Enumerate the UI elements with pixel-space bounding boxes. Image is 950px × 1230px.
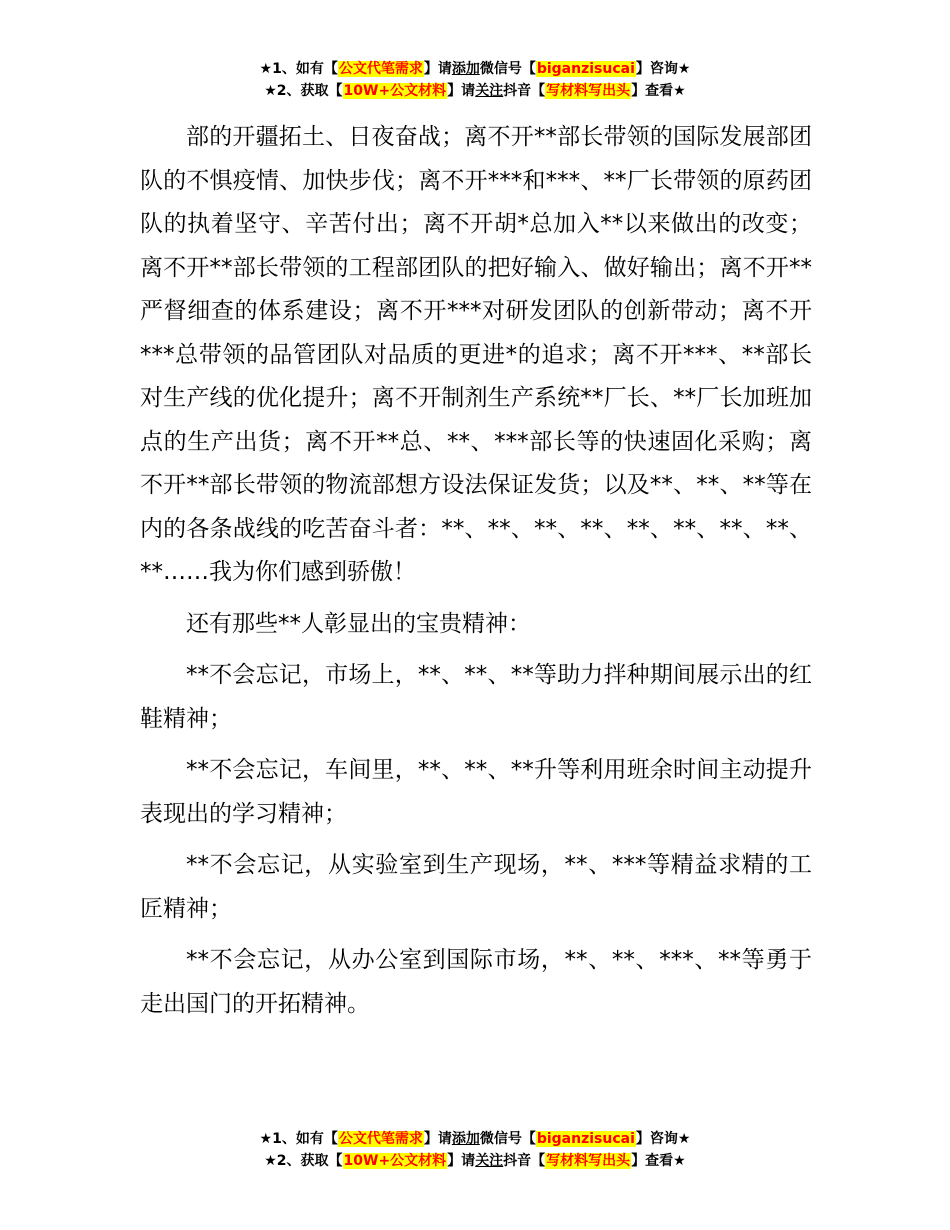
add-word: 添加 [451,1131,480,1147]
document-body [140,116,812,1034]
paragraph: 还有那些**人彰显出的宝贵精神： [186,610,531,637]
wechat-id-highlight: biganzisucai [536,61,635,77]
douyin-name-highlight: 写材料写出头 [546,83,631,99]
material-highlight: 10W+公文材料 [343,83,447,99]
header-banner [0,58,950,102]
banner-line-1: ★1、如有【公文代笔需求】请添加微信号【biganzisucai】咨询★ [259,1131,691,1147]
banner-line-2: ★2、获取【10W+公文材料】请关注抖音【写材料写出头】查看★ [264,83,686,99]
add-word: 添加 [451,61,480,77]
banner-line-1: ★1、如有【公文代笔需求】请添加微信号【biganzisucai】咨询★ [259,61,691,77]
banner-line-2: ★2、获取【10W+公文材料】请关注抖音【写材料写出头】查看★ [264,1153,686,1169]
service-highlight: 公文代笔需求 [338,1131,423,1147]
footer-banner [0,1128,950,1172]
paragraph: 部的开疆拓土、日夜奋战；离不开**部长带领的国际发展部团队的不惧疫情、加快步伐；离不开***和***、**厂长带领的原药团队的执着坚守、辛苦付出；离不开胡*总加入**以来做出的改变；离不开**部长带领的工程部团队的把好输入、做好输出；离不开**严督细查的体系建设；离不开***对研发团队的创新带动；离不开***总带领的品管团队对品质的更进*的追求；离不开***、**部长对生产线的优化提升；离不开制剂生产系统**厂长、**厂长加班加点的生产出货；离不开**总、**、***部长等的快速固化采购；离不开**部长带领的物流部想方设法保证发货；以及**、**、**等在内的各条战线的吃苦奋斗者：**、**、**、**、**、**、**、**、**……我为你们感到骄傲！ [140,124,812,585]
paragraph: **不会忘记，车间里，**、**、**升等利用班余时间主动提升表现出的学习精神； [140,757,812,827]
follow-word: 关注 [475,83,504,99]
wechat-id-highlight: biganzisucai [536,1131,635,1147]
paragraph: **不会忘记，市场上，**、**、**等助力拌种期间展示出的红鞋精神； [140,662,812,732]
material-highlight: 10W+公文材料 [343,1153,447,1169]
paragraph: **不会忘记，从实验室到生产现场，**、***等精益求精的工匠精神； [140,852,812,922]
paragraph: **不会忘记，从办公室到国际市场，**、**、***、**等勇于走出国门的开拓精神。 [140,947,812,1017]
service-highlight: 公文代笔需求 [338,61,423,77]
douyin-name-highlight: 写材料写出头 [546,1153,631,1169]
follow-word: 关注 [475,1153,504,1169]
